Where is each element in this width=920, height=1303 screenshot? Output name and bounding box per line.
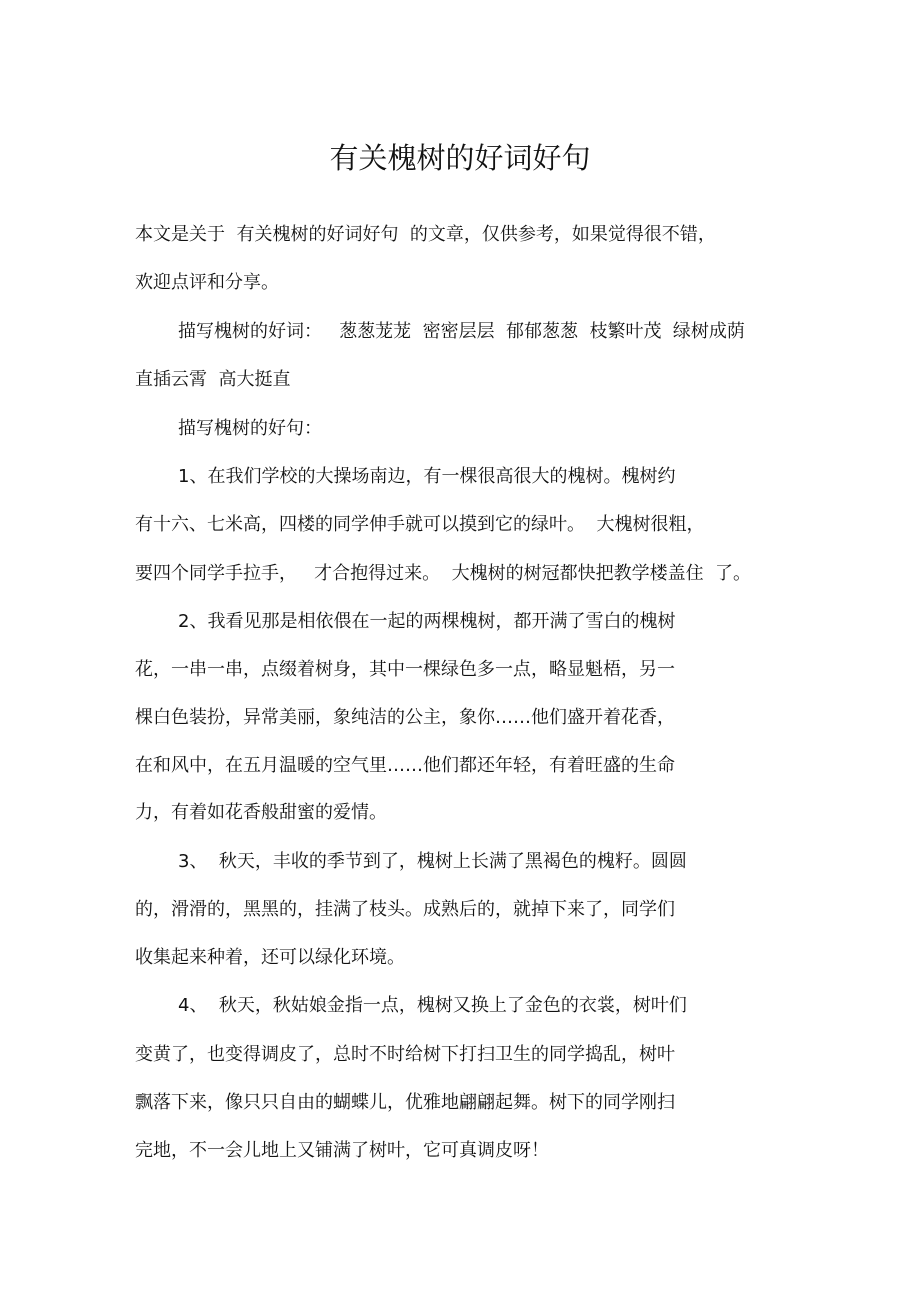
sentence-3-line-3: 收集起来种着，还可以绿化环境。 bbox=[135, 947, 405, 968]
sentence-2-line-3: 棵白色装扮，异常美丽，象纯洁的公主，象你……他们盛开着花香， bbox=[135, 707, 675, 728]
sentence-2-line-2: 花，一串一串，点缀着树身，其中一棵绿色多一点，略显魁梧，另一 bbox=[135, 659, 675, 680]
sentence-2-line-1: 2、我看见那是相依偎在一起的两棵槐树，都开满了雪白的槐树 bbox=[178, 611, 676, 632]
sentence-4-line-4: 完地，不一会儿地上又铺满了树叶，它可真调皮呀！ bbox=[135, 1140, 549, 1161]
sentence-2-line-5: 力，有着如花香般甜蜜的爱情。 bbox=[135, 802, 387, 823]
sentences-heading: 描写槐树的好句： bbox=[178, 418, 322, 439]
sentence-2-line-4: 在和风中，在五月温暖的空气里……他们都还年轻，有着旺盛的生命 bbox=[135, 755, 675, 776]
sentence-1-line-3: 要四个同学手拉手， 才合抱得过来。 大槐树的树冠都快把教学楼盖住 了。 bbox=[135, 563, 752, 584]
sentence-4-line-1: 4、 秋天，秋姑娘金指一点，槐树又换上了金色的衣裳，树叶们 bbox=[178, 995, 687, 1016]
sentence-3-line-2: 的，滑滑的，黑黑的，挂满了枝头。成熟后的，就掉下来了，同学们 bbox=[135, 899, 675, 920]
sentence-4-line-3: 飘落下来，像只只自由的蝴蝶儿，优雅地翩翩起舞。树下的同学刚扫 bbox=[135, 1092, 675, 1113]
sentence-1-line-1: 1、在我们学校的大操场南边，有一棵很高很大的槐树。槐树约 bbox=[178, 466, 676, 487]
intro-line-2: 欢迎点评和分享。 bbox=[135, 272, 279, 293]
words-line-2: 直插云霄 高大挺直 bbox=[135, 369, 291, 390]
document-title: 有关槐树的好词好句 bbox=[329, 141, 591, 175]
sentence-4-line-2: 变黄了，也变得调皮了，总时不时给树下打扫卫生的同学捣乱，树叶 bbox=[135, 1044, 675, 1065]
words-line-1: 描写槐树的好词： 葱葱茏茏 密密层层 郁郁葱葱 枝繁叶茂 绿树成荫 bbox=[178, 321, 745, 342]
sentence-1-line-2: 有十六、七米高，四楼的同学伸手就可以摸到它的绿叶。 大槐树很粗， bbox=[135, 514, 705, 535]
sentence-3-line-1: 3、 秋天，丰收的季节到了，槐树上长满了黑褐色的槐籽。圆圆 bbox=[178, 851, 687, 872]
intro-line-1: 本文是关于 有关槐树的好词好句 的文章，仅供参考，如果觉得很不错， bbox=[135, 224, 716, 245]
